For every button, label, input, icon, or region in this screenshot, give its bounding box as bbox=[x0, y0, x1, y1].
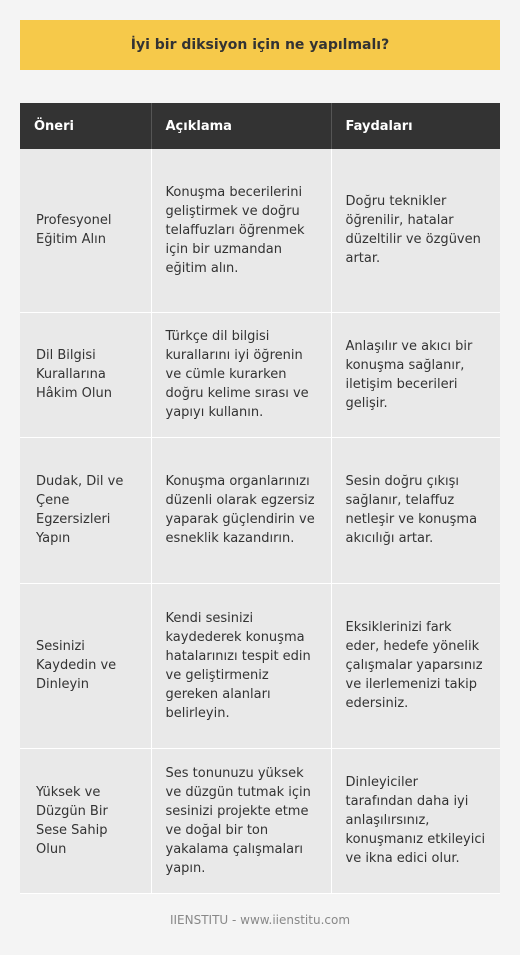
title-banner bbox=[20, 20, 500, 70]
cell-faydalari: Doğru teknikler öğrenilir, hatalar düzeltilir ve özgüven artar. bbox=[331, 149, 500, 312]
page-title: İyi bir diksiyon için ne yapılmalı? bbox=[130, 37, 390, 53]
header-aciklama: Açıklama bbox=[151, 103, 331, 149]
table-row bbox=[20, 149, 500, 312]
table-row bbox=[20, 437, 500, 583]
cell-aciklama: Konuşma organlarınızı düzenli olarak egzersiz yaparak güçlendirin ve esneklik kazandırın. bbox=[151, 437, 331, 583]
cell-faydalari: Dinleyiciler tarafından daha iyi anlaşılırsınız, konuşmanız etkileyici ve ikna edici olur. bbox=[331, 748, 500, 893]
cell-aciklama: Türkçe dil bilgisi kurallarını iyi öğrenin ve cümle kurarken doğru kelime sırası ve yapıyı kullanın. bbox=[151, 312, 331, 437]
cell-oneri: Yüksek ve Düzgün Bir Sese Sahip Olun bbox=[20, 748, 151, 893]
header-faydalari: Faydaları bbox=[331, 103, 500, 149]
cell-faydalari: Eksiklerinizi fark eder, hedefe yönelik çalışmalar yaparsınız ve ilerlemenizi takip edersiniz. bbox=[331, 583, 500, 748]
tips-table bbox=[20, 103, 500, 894]
footer-credit: IIENSTITU - www.iienstitu.com bbox=[169, 913, 351, 927]
cell-aciklama: Konuşma becerilerini geliştirmek ve doğru telaffuzları öğrenmek için bir uzmandan eğitim alın. bbox=[151, 149, 331, 312]
cell-oneri: Profesyonel Eğitim Alın bbox=[20, 149, 151, 312]
cell-oneri: Sesinizi Kaydedin ve Dinleyin bbox=[20, 583, 151, 748]
cell-aciklama: Kendi sesinizi kaydederek konuşma hatalarınızı tespit edin ve geliştirmeniz gereken alanları belirleyin. bbox=[151, 583, 331, 748]
cell-aciklama: Ses tonunuzu yüksek ve düzgün tutmak için sesinizi projekte etme ve doğal bir ton yakalama çalışmaları yapın. bbox=[151, 748, 331, 893]
cell-oneri: Dil Bilgisi Kurallarına Hâkim Olun bbox=[20, 312, 151, 437]
header-oneri: Öneri bbox=[20, 103, 151, 149]
table-row bbox=[20, 748, 500, 893]
table-header-row bbox=[20, 103, 500, 149]
cell-faydalari: Sesin doğru çıkışı sağlanır, telaffuz netleşir ve konuşma akıcılığı artar. bbox=[331, 437, 500, 583]
table-row bbox=[20, 583, 500, 748]
table-row bbox=[20, 312, 500, 437]
cell-oneri: Dudak, Dil ve Çene Egzersizleri Yapın bbox=[20, 437, 151, 583]
cell-faydalari: Anlaşılır ve akıcı bir konuşma sağlanır, iletişim becerileri gelişir. bbox=[331, 312, 500, 437]
